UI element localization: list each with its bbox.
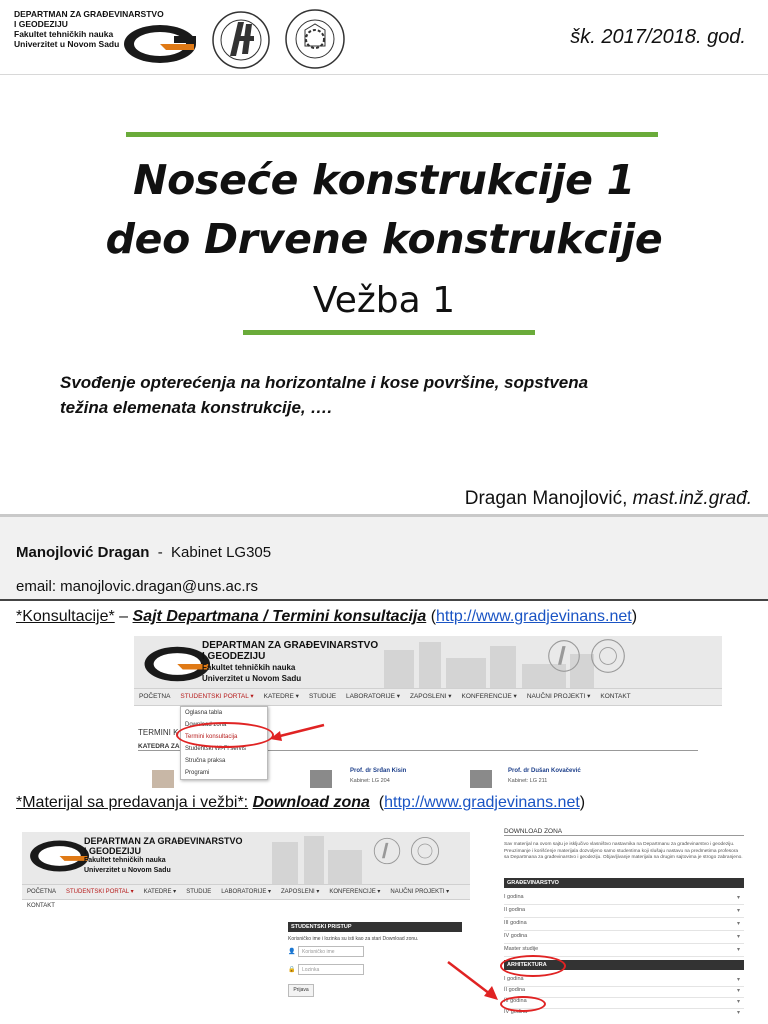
list-item[interactable] bbox=[504, 987, 744, 998]
brand-line: Univerzitet u Novom Sadu bbox=[84, 867, 171, 874]
katedra-heading: KATEDRA ZA bbox=[138, 743, 698, 751]
skyline-building bbox=[272, 842, 298, 888]
brand-line: I GEODEZIJU bbox=[84, 846, 142, 856]
nav-studije[interactable]: STUDIJE bbox=[308, 693, 337, 700]
brand-line: I GEODEZIJU bbox=[202, 651, 266, 662]
contact-name bbox=[16, 544, 271, 561]
nav-laboratorije[interactable]: LABORATORIJE ▾ bbox=[346, 693, 400, 700]
brand-line: DEPARTMAN ZA GRAĐEVINARSTVO bbox=[84, 836, 243, 846]
department-line: Univerzitet u Novom Sadu bbox=[14, 39, 120, 49]
download-zone-screenshot bbox=[498, 826, 750, 1014]
user-icon: 👤 bbox=[288, 949, 296, 955]
nav-zaposleni[interactable]: ZAPOSLENI ▾ bbox=[409, 693, 452, 700]
chevron-down-icon: ▾ bbox=[736, 921, 740, 927]
nav-naucni-projekti[interactable]: NAUČNI PROJEKTI ▾ bbox=[390, 889, 450, 895]
list-item-label: I godina bbox=[504, 894, 524, 900]
avatar bbox=[310, 770, 332, 788]
list-item[interactable] bbox=[504, 976, 744, 987]
nav-konferencije[interactable]: KONFERENCIJE ▾ bbox=[329, 889, 381, 895]
highlight-ellipse bbox=[500, 996, 546, 1012]
nav-kontakt[interactable]: KONTAKT bbox=[27, 903, 55, 909]
band-underline bbox=[0, 599, 768, 601]
school-year: šk. 2017/2018. god. bbox=[570, 26, 746, 48]
username-input[interactable]: Korisničko ime bbox=[298, 946, 364, 957]
nav-pocetna[interactable]: POČETNA bbox=[27, 889, 57, 895]
list-item[interactable] bbox=[504, 933, 744, 944]
menu-oglasna-tabla[interactable]: Oglasna tabla bbox=[185, 710, 223, 716]
website-screenshot-download bbox=[22, 832, 470, 1008]
skyline-building bbox=[328, 850, 362, 888]
nav-pocetna[interactable]: POČETNA bbox=[139, 693, 171, 700]
department-line: I GEODEZIJU bbox=[14, 19, 68, 29]
red-arrow-icon bbox=[268, 722, 328, 744]
highlight-ellipse bbox=[500, 955, 566, 977]
author-name: Dragan Manojlović, bbox=[464, 488, 633, 509]
materials-label: *Materijal sa predavanja i vežbi*: bbox=[16, 794, 249, 811]
menu-programi[interactable]: Programi bbox=[185, 770, 210, 776]
menu-strucna-praksa[interactable]: Stručna praksa bbox=[185, 758, 226, 764]
professor-2-room: Kabinet: LG 211 bbox=[508, 778, 548, 784]
site-brand bbox=[84, 836, 243, 876]
avatar bbox=[470, 770, 492, 788]
brand-line: Fakultet tehničkih nauka bbox=[84, 857, 166, 864]
university-seal bbox=[590, 638, 626, 674]
brand-line: DEPARTMAN ZA GRAĐEVINARSTVO bbox=[202, 640, 379, 651]
menu-wifi[interactable]: Studentski Wi-Fi servis bbox=[185, 746, 247, 752]
list-item-label: II godina bbox=[504, 987, 526, 993]
title-line-1: Noseće konstrukcije 1 bbox=[133, 156, 635, 204]
nav-studentski-portal[interactable]: STUDENTSKI PORTAL ▾ bbox=[180, 693, 254, 700]
brand-line: Fakultet tehničkih nauka bbox=[202, 663, 296, 672]
login-button[interactable]: Prijava bbox=[288, 984, 314, 997]
avatar bbox=[152, 770, 174, 788]
paren-close: ) bbox=[631, 608, 638, 625]
university-seal bbox=[283, 8, 347, 70]
list-item[interactable] bbox=[504, 920, 744, 931]
author-title: mast.inž.građ. bbox=[632, 488, 752, 509]
nav-studije[interactable]: STUDIJE bbox=[186, 889, 212, 895]
divider-line-bottom bbox=[243, 330, 535, 335]
paren-close: ) bbox=[579, 794, 586, 811]
department-logo bbox=[122, 22, 204, 66]
password-input[interactable]: Lozinka bbox=[298, 964, 364, 975]
login-title: STUDENTSKI PRISTUP bbox=[288, 922, 462, 932]
contact-person: Manojlović Dragan bbox=[16, 544, 150, 561]
ftn-logo bbox=[208, 10, 274, 70]
website-link[interactable]: http://www.gradjevinans.net bbox=[384, 794, 580, 811]
group-arhitektura: ARHITEKTURA bbox=[504, 960, 744, 970]
list-item[interactable] bbox=[504, 907, 744, 918]
list-item[interactable] bbox=[504, 1009, 744, 1014]
lock-icon: 🔒 bbox=[288, 967, 296, 973]
chevron-down-icon: ▾ bbox=[736, 934, 740, 940]
list-item-label: IV godina bbox=[504, 1009, 528, 1014]
author bbox=[465, 488, 752, 510]
exercise-title: Vežba 1 bbox=[312, 280, 456, 321]
nav-konferencije[interactable]: KONFERENCIJE ▾ bbox=[461, 693, 517, 700]
chevron-down-icon: ▾ bbox=[736, 977, 740, 983]
chevron-down-icon: ▾ bbox=[736, 999, 740, 1005]
chevron-down-icon: ▾ bbox=[736, 1010, 740, 1014]
title-line-2: deo Drvene konstrukcije bbox=[105, 215, 663, 263]
download-zone-label: Download zona bbox=[252, 794, 370, 811]
subtitle-line-1: Svođenje opterećenja na horizontalne i kose površine, sopstvena bbox=[60, 373, 589, 392]
ftn-logo bbox=[372, 836, 402, 866]
chevron-down-icon: ▾ bbox=[736, 895, 740, 901]
paren-open: ( bbox=[426, 608, 437, 625]
list-item-label: Master studije bbox=[504, 946, 539, 952]
highlight-ellipse bbox=[176, 722, 274, 748]
consultations-line bbox=[16, 608, 637, 626]
brand-line: Univerzitet u Novom Sadu bbox=[202, 674, 302, 683]
website-link[interactable]: http://www.gradjevinans.net bbox=[436, 608, 632, 625]
chevron-down-icon: ▾ bbox=[736, 947, 740, 953]
nav-zaposleni[interactable]: ZAPOSLENI ▾ bbox=[281, 889, 320, 895]
university-seal bbox=[410, 836, 440, 866]
list-item[interactable] bbox=[504, 894, 744, 905]
nav-katedre[interactable]: KATEDRE ▾ bbox=[143, 889, 177, 895]
contact-email: email: manojlovic.dragan@uns.ac.rs bbox=[16, 578, 258, 595]
contact-room: - Kabinet LG305 bbox=[149, 544, 272, 561]
download-zone-intro: Sav materijal na ovom sajtu je isključivo vlasništvo nastavnika na Departmanu za građevinarstvo i geodeziju. Preuzimanje i korišćenje materijala dozvoljeno samo studentima koji slušaju nastavu na predmetima profesora sa Departmana za građevinarstvo i geodeziju. Objavljivanje materijala na drugim sajtovima je strogo zabranjeno. bbox=[504, 842, 743, 861]
dash: – bbox=[114, 608, 133, 625]
skyline-building bbox=[304, 836, 324, 888]
download-zone-title: DOWNLOAD ZONA bbox=[504, 828, 744, 836]
site-nav bbox=[134, 688, 722, 706]
red-arrow-icon bbox=[444, 958, 500, 1002]
site-nav bbox=[22, 884, 470, 909]
nav-studentski-portal[interactable]: STUDENTSKI PORTAL ▾ bbox=[66, 889, 134, 895]
list-item-label: III godina bbox=[504, 920, 527, 926]
menu-termini-konsultacija[interactable]: Termini konsultacija bbox=[185, 734, 238, 740]
slide-subtitle bbox=[60, 370, 740, 420]
materials-line bbox=[16, 794, 585, 812]
consultations-label: *Konsultacije* bbox=[16, 608, 115, 625]
professor-2[interactable]: Prof. dr Dušan Kovačević bbox=[508, 768, 581, 774]
divider-line-top bbox=[126, 132, 658, 137]
chevron-down-icon: ▾ bbox=[736, 908, 740, 914]
professor-1[interactable]: Prof. dr Srđan Kisin bbox=[350, 768, 407, 774]
department-text bbox=[14, 9, 164, 49]
list-item-label: I godina bbox=[504, 976, 524, 982]
subtitle-line-2: težina elemenata konstrukcije, …. bbox=[60, 398, 333, 417]
department-line: Fakultet tehničkih nauka bbox=[14, 29, 114, 39]
nav-kontakt[interactable]: KONTAKT bbox=[600, 693, 631, 700]
professor-1-room: Kabinet: LG 204 bbox=[350, 778, 390, 784]
login-text: Korisničko ime i lozinka su isti kao za stari Download zonu. bbox=[288, 936, 419, 942]
nav-naucni-projekti[interactable]: NAUČNI PROJEKTI ▾ bbox=[526, 693, 591, 700]
group-gradjevinarstvo: GRAĐEVINARSTVO bbox=[504, 878, 744, 888]
website-screenshot-consultations bbox=[134, 636, 722, 788]
chevron-down-icon: ▾ bbox=[736, 988, 740, 994]
list-item-label: II godina bbox=[504, 907, 526, 913]
paren-open: ( bbox=[369, 794, 385, 811]
department-line: DEPARTMAN ZA GRAĐEVINARSTVO bbox=[14, 9, 164, 19]
site-brand bbox=[202, 640, 378, 684]
list-item-label: III godina bbox=[504, 998, 527, 1004]
nav-laboratorije[interactable]: LABORATORIJE ▾ bbox=[221, 889, 272, 895]
nav-katedre[interactable]: KATEDRE ▾ bbox=[263, 693, 299, 700]
page-heading: TERMINI K bbox=[138, 728, 179, 737]
menu-download-zona[interactable]: Download zona bbox=[185, 722, 227, 728]
consultations-path: Sajt Departmana / Termini konsultacija bbox=[132, 608, 427, 625]
list-item-label: IV godina bbox=[504, 933, 528, 939]
ftn-logo bbox=[546, 638, 582, 674]
